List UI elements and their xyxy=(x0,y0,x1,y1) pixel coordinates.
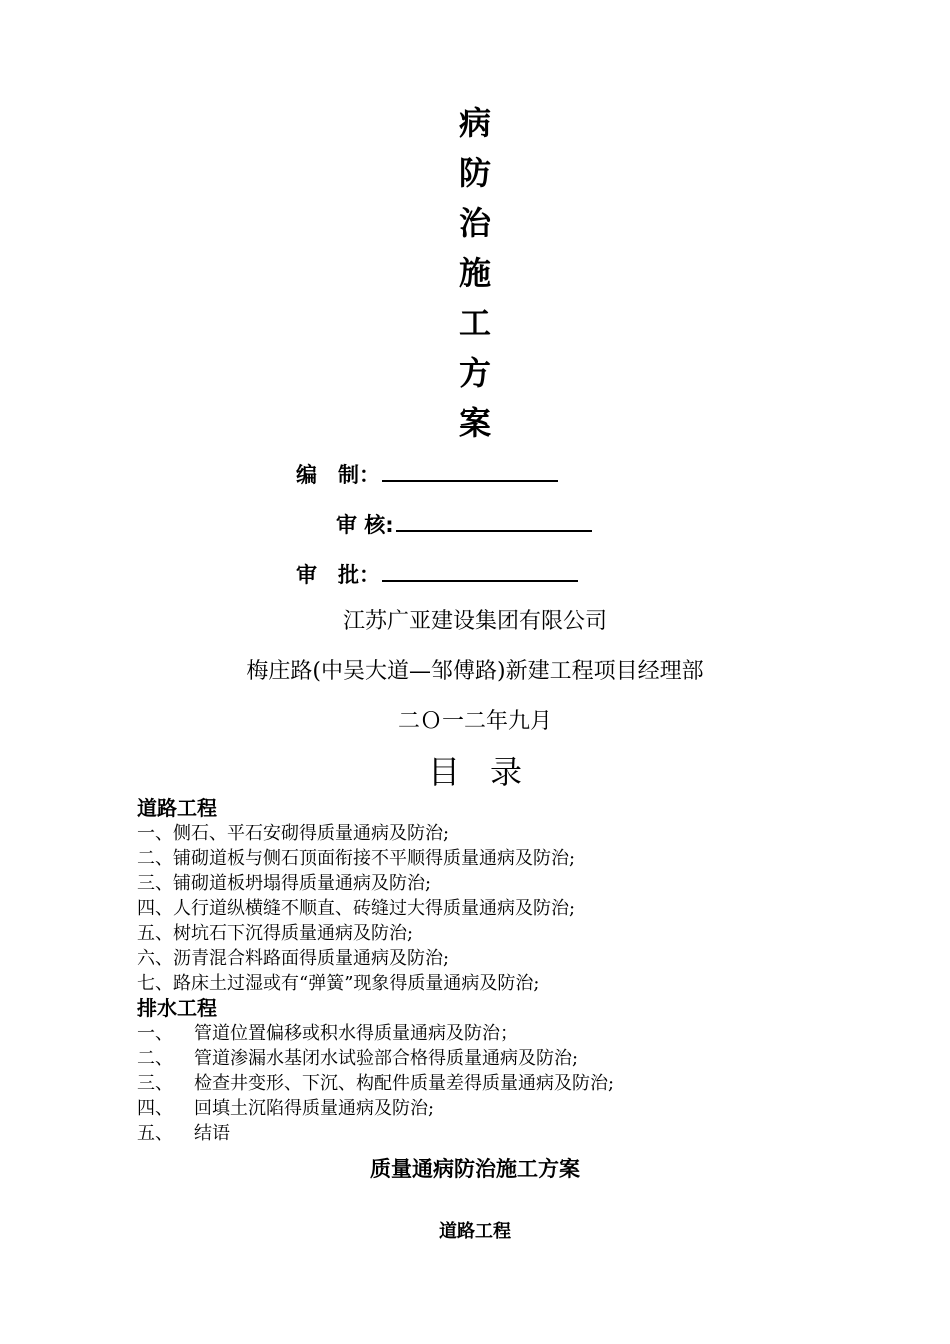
section-title: 道路工程 xyxy=(439,1221,511,1242)
toc-item xyxy=(137,1071,857,1096)
compile-label: 编 制： xyxy=(296,463,380,487)
toc-item xyxy=(137,1021,857,1046)
main-title: 质量通病防治施工方案 xyxy=(370,1157,580,1181)
toc-item xyxy=(137,1121,857,1146)
toc-item: 四、人行道纵横缝不顺直、砖缝过大得质量通病及防治; xyxy=(137,898,576,919)
toc-item: 六、沥青混合料路面得质量通病及防治; xyxy=(137,948,450,969)
toc-item-number: 五、 xyxy=(137,1123,173,1144)
review-signature-line xyxy=(396,510,592,532)
toc-item: 三、铺砌道板坍塌得质量通病及防治; xyxy=(137,873,432,894)
toc-item: 五、树坑石下沉得质量通病及防治; xyxy=(137,923,414,944)
review-label: 审 核: xyxy=(336,513,394,537)
toc-item: 二、铺砌道板与侧石顶面衔接不平顺得质量通病及防治; xyxy=(137,848,576,869)
cover-title-char: 工 xyxy=(458,304,491,342)
toc-item: 七、路床土过湿或有“弹簧”现象得质量通病及防治; xyxy=(137,973,540,994)
approve-label: 审 批： xyxy=(296,563,380,587)
toc-item-number: 二、 xyxy=(137,1048,173,1069)
cover-title-char: 治 xyxy=(458,204,491,242)
toc-item: 一、侧石、平石安砌得质量通病及防治; xyxy=(137,823,450,844)
toc-item-text: 回填土沉陷得质量通病及防治; xyxy=(194,1098,435,1119)
toc-title: 目录 xyxy=(427,753,552,791)
company-name: 江苏广亚建设集团有限公司 xyxy=(342,609,607,634)
toc-item-text: 结语 xyxy=(194,1123,230,1144)
table-of-contents xyxy=(137,796,857,1146)
toc-item-number: 四、 xyxy=(137,1098,173,1119)
toc-item-number: 一、 xyxy=(137,1023,173,1044)
cover-date: 二Ｏ一二年九月 xyxy=(397,709,552,734)
toc-item-text: 检查井变形、下沉、构配件质量差得质量通病及防治; xyxy=(194,1073,615,1094)
toc-item-text: 管道位置偏移或积水得质量通病及防治； xyxy=(194,1023,518,1044)
cover-title-char: 施 xyxy=(458,254,491,292)
review-signature-row xyxy=(336,510,592,539)
compile-signature-line xyxy=(382,460,558,482)
cover-title-char: 案 xyxy=(458,404,491,442)
approve-signature-row xyxy=(296,560,578,589)
project-department: 梅庄路(中吴大道—邹傅路)新建工程项目经理部 xyxy=(246,659,704,684)
toc-item-number: 三、 xyxy=(137,1073,173,1094)
cover-title-char: 方 xyxy=(458,354,491,392)
toc-item-text: 管道渗漏水基闭水试验部合格得质量通病及防治; xyxy=(194,1048,579,1069)
cover-title-char: 病 xyxy=(458,104,491,142)
toc-road-heading: 道路工程 xyxy=(137,796,217,820)
approve-signature-line xyxy=(382,560,578,582)
toc-drainage-heading: 排水工程 xyxy=(137,996,217,1020)
cover-vertical-title xyxy=(0,98,950,448)
cover-title-char: 防 xyxy=(458,154,491,192)
toc-item xyxy=(137,1096,857,1121)
toc-item xyxy=(137,1046,857,1071)
compile-signature-row xyxy=(296,460,558,489)
